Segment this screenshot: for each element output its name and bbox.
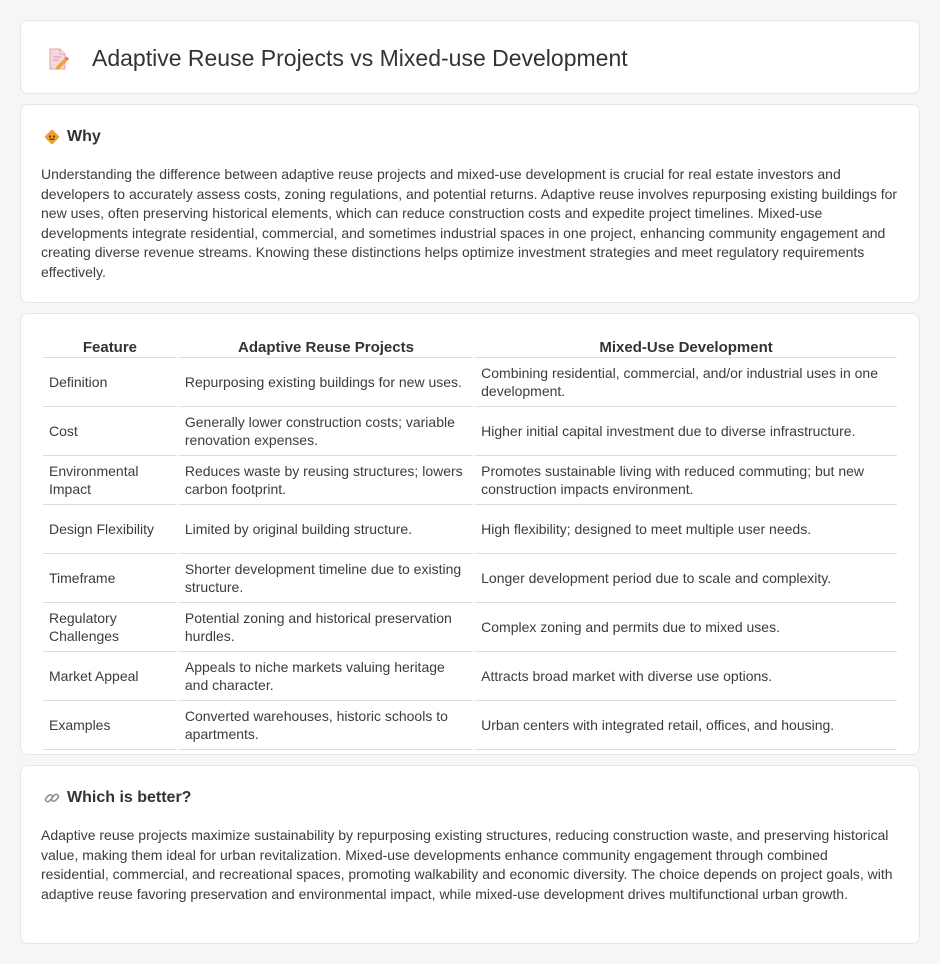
adaptive-reuse-cell: Appeals to niche markets valuing heritage and character. (179, 652, 473, 701)
table-row (43, 358, 897, 407)
feature-cell: Timeframe (43, 554, 177, 603)
header-mixed-use: Mixed-Use Development (475, 335, 897, 358)
which-is-better-section (20, 765, 920, 944)
which-is-better-body: Adaptive reuse projects maximize sustainability by repurposing existing structures, reducing construction waste, and preserving historical value, making them ideal for urban revitalization. Mixed-use developments enhance community engagement through combined residential, commercial, and recreational spaces, promoting walkability and economic diversity. The choice depends on project goals, with adaptive reuse favoring preservation and environmental impact, while mixed-use development drives multifunctional urban growth. (41, 827, 893, 902)
mixed-use-cell: Urban centers with integrated retail, offices, and housing. (475, 701, 897, 750)
why-title: Why (67, 128, 101, 145)
feature-cell: Market Appeal (43, 652, 177, 701)
table-row (43, 652, 897, 701)
header-feature: Feature (43, 335, 177, 358)
feature-cell: Definition (43, 358, 177, 407)
comparison-table (41, 335, 899, 750)
mixed-use-cell: Combining residential, commercial, and/or industrial uses in one development. (475, 358, 897, 407)
why-section (20, 104, 920, 303)
header-adaptive-reuse: Adaptive Reuse Projects (179, 335, 473, 358)
adaptive-reuse-cell: Generally lower construction costs; variable renovation expenses. (179, 407, 473, 456)
adaptive-reuse-cell: Limited by original building structure. (179, 505, 473, 554)
table-row (43, 701, 897, 750)
mixed-use-cell: Complex zoning and permits due to mixed uses. (475, 603, 897, 652)
adaptive-reuse-cell: Converted warehouses, historic schools to apartments. (179, 701, 473, 750)
feature-cell: Environmental Impact (43, 456, 177, 505)
which-is-better-title: Which is better? (67, 789, 192, 806)
mixed-use-cell: Attracts broad market with diverse use options. (475, 652, 897, 701)
table-row (43, 603, 897, 652)
table-header-row (43, 335, 897, 358)
feature-cell: Cost (43, 407, 177, 456)
page-title: Adaptive Reuse Projects vs Mixed-use Development (92, 45, 628, 71)
why-body: Understanding the difference between adaptive reuse projects and mixed-use development is crucial for real estate investors and developers to accurately assess costs, zoning regulations, and potential returns. Adaptive reuse involves repurposing existing buildings for new uses, often preserving historical elements, which can reduce construction costs and expedite project timelines. Mixed-use developments integrate residential, commercial, and sometimes industrial spaces in one project, enhancing community engagement and creating diverse revenue streams. Knowing these distinctions helps optimize investment strategies and meet regulatory requirements effectively. (41, 166, 898, 280)
table-row (43, 554, 897, 603)
table-row (43, 407, 897, 456)
table-row (43, 456, 897, 505)
feature-cell: Examples (43, 701, 177, 750)
diamond-warning-icon (43, 128, 61, 146)
header-card (20, 20, 920, 94)
feature-cell: Regulatory Challenges (43, 603, 177, 652)
adaptive-reuse-cell: Reduces waste by reusing structures; lowers carbon footprint. (179, 456, 473, 505)
mixed-use-cell: Promotes sustainable living with reduced commuting; but new construction impacts environment. (475, 456, 897, 505)
table-row (43, 505, 897, 554)
mixed-use-cell: High flexibility; designed to meet multiple user needs. (475, 505, 897, 554)
adaptive-reuse-cell: Potential zoning and historical preservation hurdles. (179, 603, 473, 652)
document-edit-icon (47, 47, 69, 71)
comparison-table-card (20, 313, 920, 755)
adaptive-reuse-cell: Shorter development timeline due to existing structure. (179, 554, 473, 603)
adaptive-reuse-cell: Repurposing existing buildings for new uses. (179, 358, 473, 407)
mixed-use-cell: Higher initial capital investment due to diverse infrastructure. (475, 407, 897, 456)
link-icon (43, 789, 61, 807)
mixed-use-cell: Longer development period due to scale and complexity. (475, 554, 897, 603)
feature-cell: Design Flexibility (43, 505, 177, 554)
